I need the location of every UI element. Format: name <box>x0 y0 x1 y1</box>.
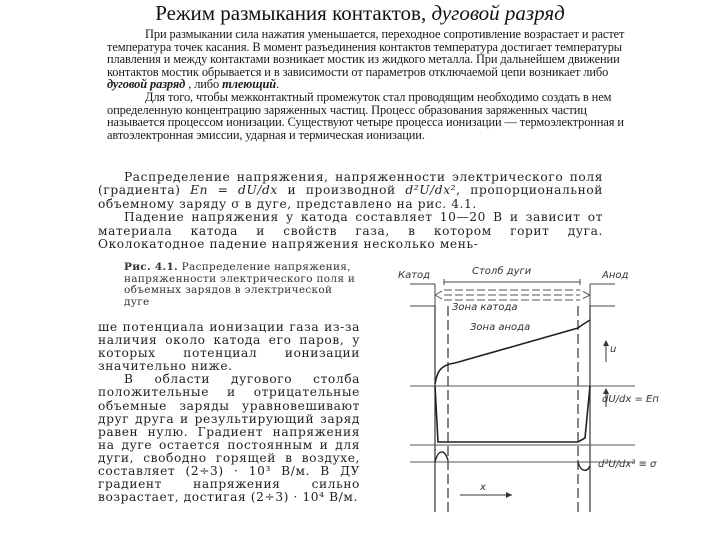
arc-distribution-figure <box>380 262 680 522</box>
title-italic: дуговой разряд <box>431 1 565 25</box>
label-cathode-zone: Зона катода <box>452 302 518 313</box>
label-anode-zone: Зона анода <box>470 322 531 333</box>
figure-caption <box>98 262 360 308</box>
scanned-text-lower <box>98 321 360 504</box>
intro-p1-text: При размыкании сила нажатия уменьшается, переходное сопротивление возрастает и растет температура точек касания. В момент разъединения контактов температура достигает температуры плавления и между контактами возникает мостик из жидкого металла. При дальнейшем движении контактов мостик обрывается и в зависимости от параметров отключаемой цепи возникает либо <box>107 27 625 79</box>
arc-diagram <box>380 262 680 522</box>
page-title <box>0 0 720 26</box>
scan-p1-c: , пропорциональной объемному заряду σ в дуге, представлено на рис. 4.1. <box>98 183 603 211</box>
intro-p1-end: . <box>276 77 280 92</box>
scan-paragraph-2: Падение напряжения у катода составляет 10—20 В и зависит от материала катода и свойств газа, в котором горит дуга. Околокатодное падение напряжения несколько мень- <box>98 210 603 252</box>
intro-paragraph-1 <box>107 28 627 91</box>
caption-text: Распределение напряжения, напряженности электрического поля и объемных зарядов в электрической дуге <box>124 261 356 308</box>
intro-text <box>107 28 627 141</box>
term-arc-discharge: дуговой разряд <box>107 77 186 92</box>
intro-paragraph-2: Для того, чтобы межконтактный промежуток стал проводящим необходимо создать в нем определенную концентрацию заряженных частиц. Процесс образования заряженных частиц называется процессом ионизации. Существуют четыре процесса ионизации — термоэлектронная и автоэлектронная эмиссии, ударная и термическая ионизации. <box>107 89 624 142</box>
scan-paragraph-1 <box>98 171 603 211</box>
label-arc-column: Столб дуги <box>472 266 532 277</box>
label-gradient: dU/dx = Eп <box>602 394 659 405</box>
label-anode: Анод <box>602 270 629 281</box>
label-u: u <box>610 344 617 355</box>
label-x-axis: x <box>480 482 486 493</box>
label-cathode: Катод <box>398 270 431 281</box>
scan-p1-b: и производной <box>277 183 406 198</box>
lower-paragraph-2: В области дугового столба положительные и отрицательные объемные заряды уравновешивают друг друга и результирующий заряд равен нулю. Градиент напряжения на дуге остается постоянным и для дуги, свободно горящей в воздухе, составляет (2÷3) · 10³ В/м. В ДУ градиент напряжения сильно возрастает, достигая (2÷3) · 10⁴ В/м. <box>98 372 360 505</box>
lower-paragraph-1: ше потенциала ионизации газа из-за наличия около катода его паров, у которых потенциал ионизации значительно ниже. <box>98 320 360 374</box>
label-charge-density: d²U/dx² ≡ σ <box>598 459 657 470</box>
term-glow-discharge: тлеющий <box>222 77 277 92</box>
scanned-text-top <box>98 171 603 251</box>
formula-gradient: Eп = dU/dx <box>190 183 278 198</box>
intro-p1-mid: , либо <box>185 77 223 92</box>
title-main: Режим размыкания контактов, <box>155 1 427 25</box>
caption-label: Рис. 4.1. <box>124 261 179 273</box>
scan-p1-a: Распределение напряжения, напряженности электрического поля (градиента) <box>98 170 603 198</box>
formula-second-derivative: d²U/dx² <box>405 183 457 198</box>
